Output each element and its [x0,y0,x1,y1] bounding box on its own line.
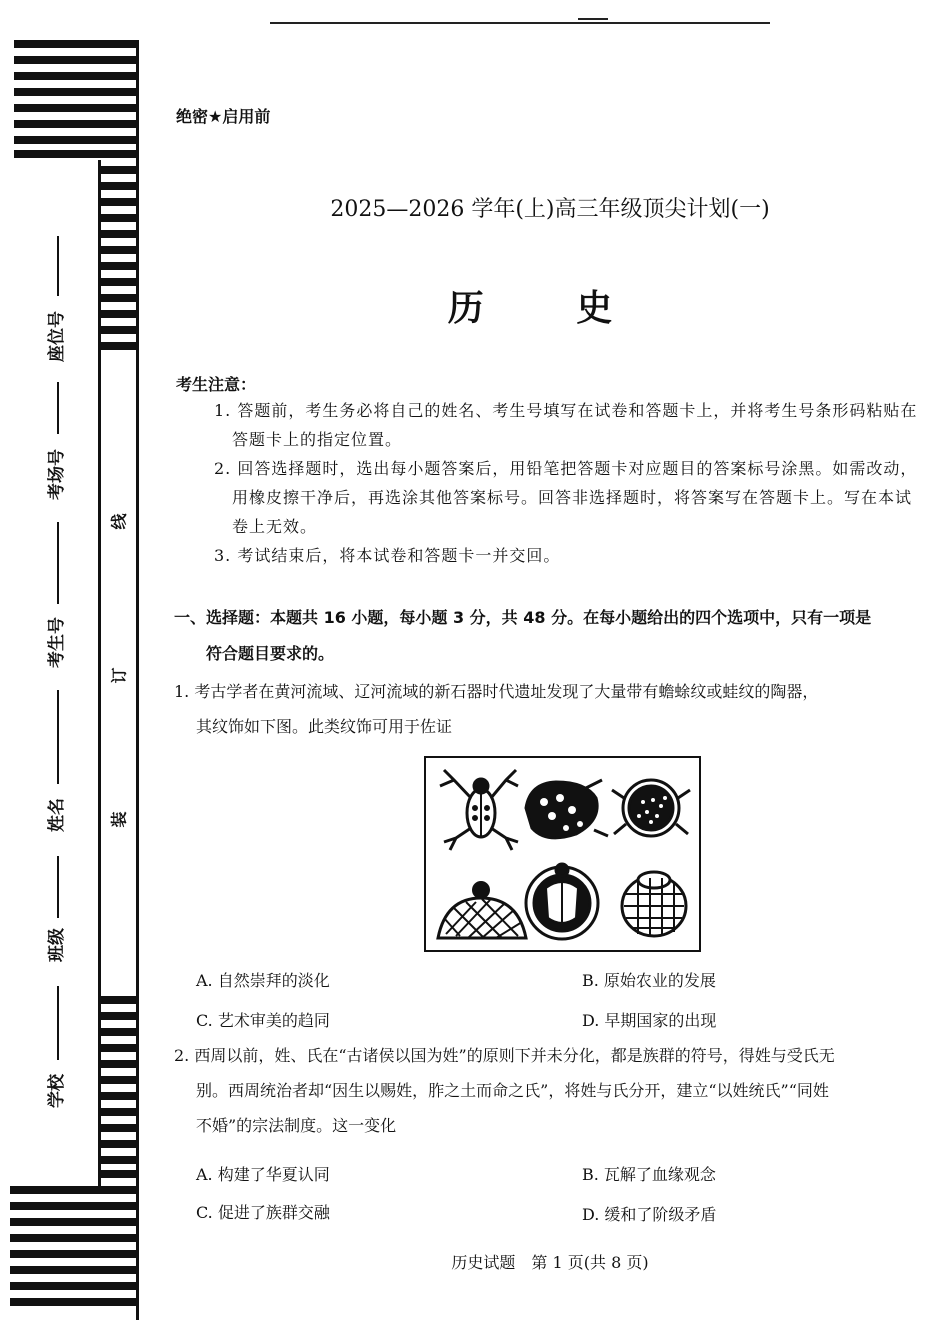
question-2-stem: 不婚”的宗法制度。这一变化 [196,1116,397,1135]
stripe [100,214,138,222]
frog-motif-5 [526,864,598,939]
stripe [100,342,138,350]
q1-option-a: A. 自然崇拜的淡化 [196,971,330,990]
secret-mark: 绝密★启用前 [176,107,271,126]
section-heading [174,600,926,672]
q2-option-d: D. 缓和了阶级矛盾 [582,1205,717,1224]
stripe [100,1060,138,1068]
frog-motif-6 [622,872,686,936]
stripe [100,1092,138,1100]
question-2-stem: 别。西周统治者却“因生以赐姓，胙之土而命之氏”，将姓与氏分开，建立“以姓统氏”“同姓 [196,1081,829,1100]
stripe [10,1218,138,1226]
q2-option-a: A. 构建了华夏认同 [196,1165,330,1184]
seat-number-blank[interactable] [57,236,59,296]
stripe [100,262,138,270]
question-1-stem: 1. 考古学者在黄河流域、辽河流域的新石器时代遗址发现了大量带有蟾蜍纹或蛙纹的陶器， [174,682,819,701]
school-label: 学校 [47,1074,67,1108]
stripe [10,1266,138,1274]
frog-motif-2 [526,780,608,838]
exam-title: 2025—2026 学年(上)高三年级顶尖计划(一) [330,197,770,222]
stripe [100,278,138,286]
stripe [14,56,138,64]
stripe [100,294,138,302]
stripe [100,996,138,1004]
frog-pattern-illustration [426,758,699,950]
top-rule [270,22,770,24]
stripe [10,1282,138,1290]
stripe [14,150,138,158]
stripe [100,1012,138,1020]
stripe [10,1202,138,1210]
notice-item: 1. 答题前，考生务必将自己的姓名、考生号填写在试卷和答题卡上，并将考生号条形码粘贴在答题卡上的指定位置。 [214,401,918,449]
seat-number-label: 座位号 [47,311,67,362]
notice-list [214,396,924,570]
frog-motif-3 [612,780,690,836]
notice-heading: 考生注意： [176,375,257,394]
stripe [10,1234,138,1242]
question-2-stem: 2. 西周以前，姓、氏在“古诸侯以国为姓”的原则下并未分化，都是族群的符号，得姓与受氏无 [174,1046,835,1065]
stripe [100,1044,138,1052]
stripe [100,1108,138,1116]
notice-item: 3. 考试结束后，将本试卷和答题卡一并交回。 [214,546,561,565]
stripe [100,326,138,334]
q1-option-d: D. 早期国家的出现 [582,1011,717,1030]
frog-pattern-figure [424,756,701,952]
name-blank[interactable] [57,690,59,784]
stripe [14,88,138,96]
stripe [100,230,138,238]
seal-char-bind: 订 [109,667,129,684]
section-heading-line: 一、选择题：本题共 16 小题，每小题 3 分，共 48 分。在每小题给出的四个选项中，只有一项是 [174,608,872,627]
page-footer: 历史试题 第 1 页(共 8 页) [451,1253,649,1272]
stripe [14,104,138,112]
section-heading-line: 符合题目要求的。 [206,644,335,663]
stripe [10,1298,138,1306]
top-rule-mark [578,18,608,20]
notice-item: 2. 回答选择题时，选出每小题答案后，用铅笔把答题卡对应题目的答案标号涂黑。如需改动，用橡皮擦干净后，再选涂其他答案标号。回答非选择题时，将答案写在答题卡上。写在本试卷上无效。 [214,459,918,536]
stripe [100,246,138,254]
stripe [100,198,138,206]
stripe [14,40,138,48]
candidate-number-blank[interactable] [57,522,59,604]
q2-option-c: C. 促进了族群交融 [196,1203,330,1222]
stripe [14,72,138,80]
stripe [10,1250,138,1258]
question-1-stem: 其纹饰如下图。此类纹饰可用于佐证 [196,717,453,736]
stripe [100,310,138,318]
class-blank[interactable] [57,856,59,918]
stripe [100,1170,138,1178]
stripe [100,1028,138,1036]
q2-option-b: B. 瓦解了血缘观念 [582,1165,716,1184]
frog-motif-1 [440,770,518,850]
stripe [100,182,138,190]
stripe [100,1076,138,1084]
seal-char-line: 线 [109,513,129,530]
exam-room-label: 考场号 [47,449,67,500]
q1-option-b: B. 原始农业的发展 [582,971,716,990]
name-label: 姓名 [47,798,67,832]
stripe [100,166,138,174]
question-1 [174,674,926,744]
question-2 [174,1038,926,1143]
stripe [14,136,138,144]
frog-motif-4 [438,882,526,938]
subject-title: 历 史 [447,288,653,329]
stripe [10,1186,138,1194]
stripe [100,1156,138,1164]
stripe [100,1140,138,1148]
exam-room-blank[interactable] [57,382,59,434]
seal-char-pack: 装 [109,811,129,828]
school-blank[interactable] [57,986,59,1060]
stripe [14,120,138,128]
class-label: 班级 [47,928,67,962]
stripe [100,1124,138,1132]
q1-option-c: C. 艺术审美的趋同 [196,1011,330,1030]
candidate-number-label: 考生号 [47,617,67,668]
